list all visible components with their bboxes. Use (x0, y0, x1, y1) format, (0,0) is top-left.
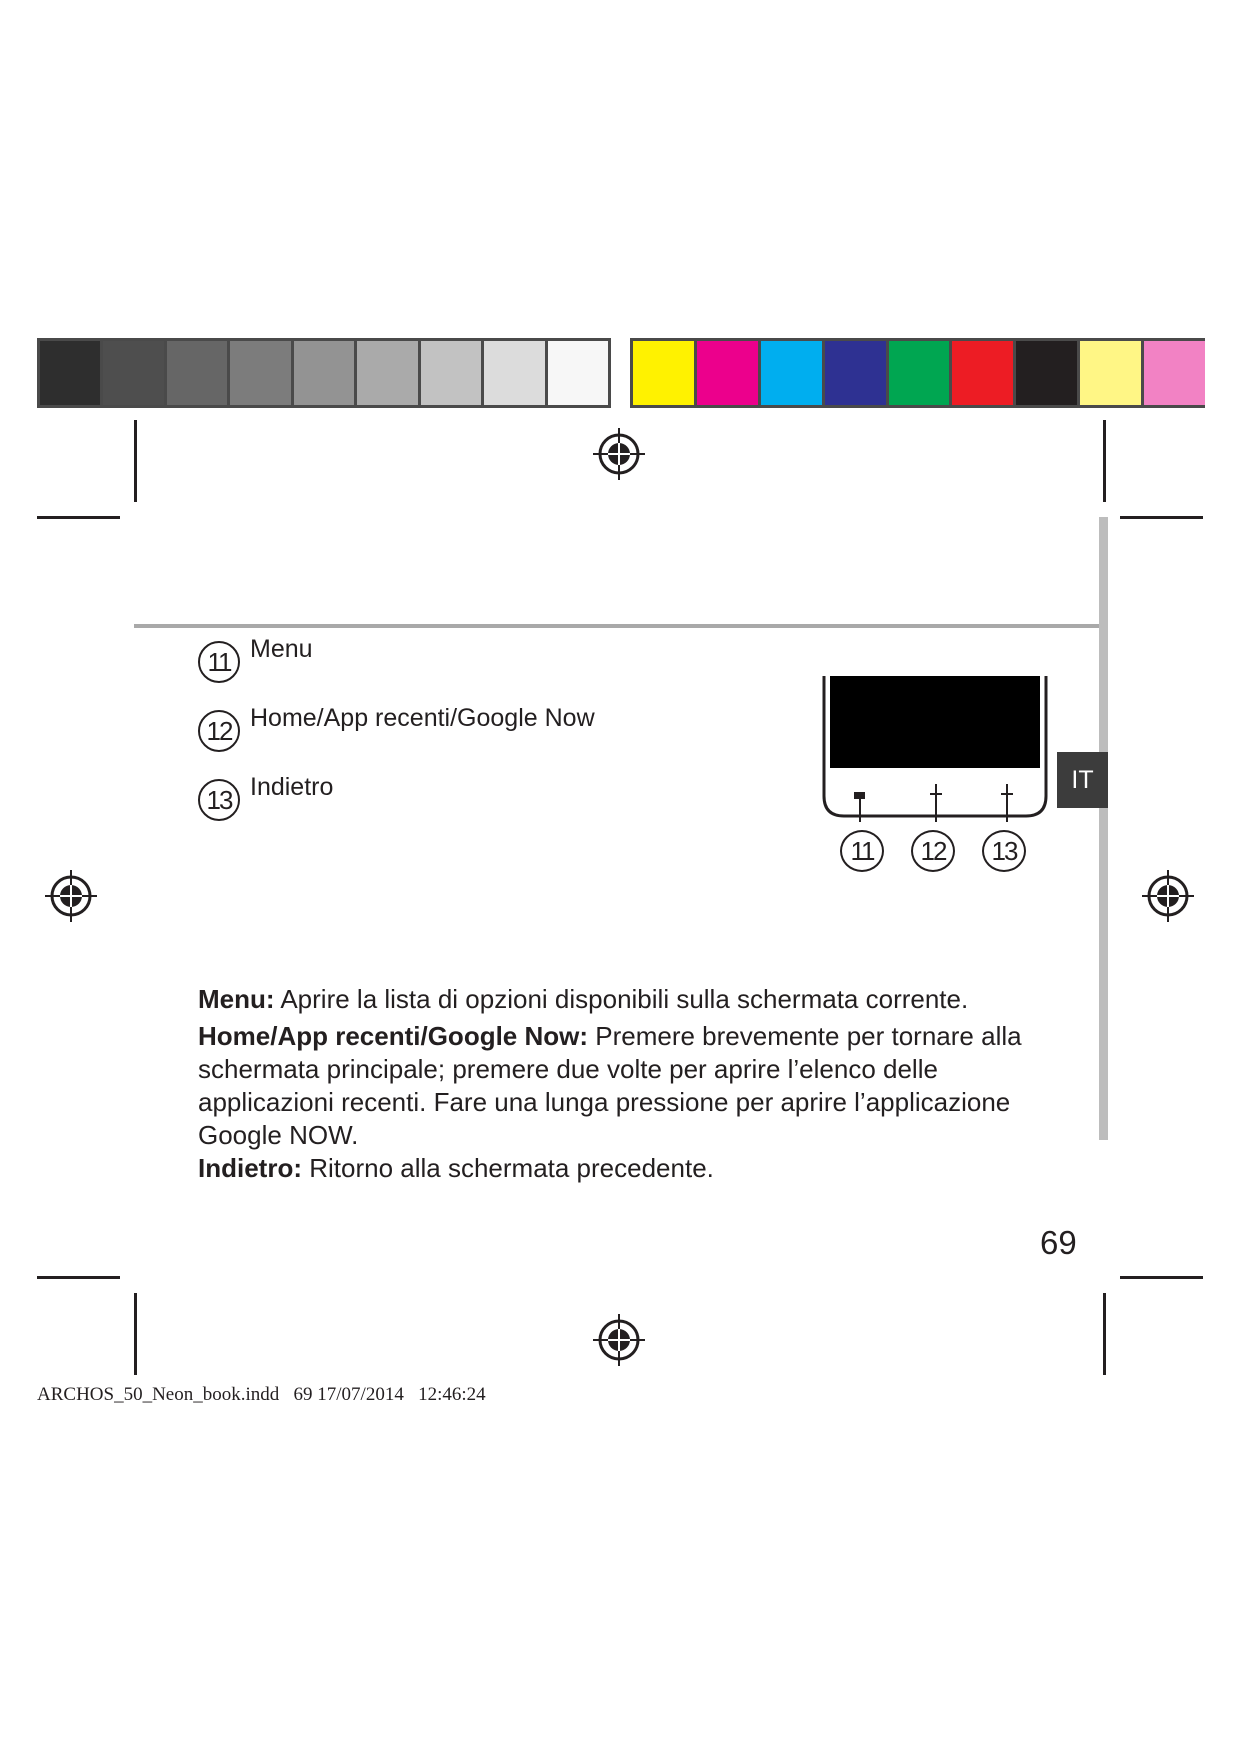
device-callout-13: 13 (982, 830, 1026, 872)
gray-swatch (40, 341, 100, 405)
back-description (198, 1152, 1038, 1185)
section-divider (134, 624, 1100, 628)
menu-term: Menu: (198, 984, 275, 1014)
legend-label: Indietro (250, 773, 334, 801)
back-term: Indietro: (198, 1153, 302, 1183)
gray-swatch (484, 341, 544, 405)
phone-illustration (820, 676, 1050, 822)
side-rule (1099, 517, 1108, 1140)
crop-mark-top-left-h (37, 516, 120, 519)
crop-mark-top-right-h (1120, 516, 1203, 519)
number-badge: 11 (198, 641, 240, 683)
color-swatch (889, 341, 950, 405)
crop-mark-bottom-right-v (1103, 1293, 1106, 1375)
menu-description (198, 983, 1038, 1016)
crop-mark-top-left-v (134, 420, 137, 502)
gray-swatch (230, 341, 290, 405)
color-bar (630, 338, 1205, 408)
crop-mark-bottom-left-h (37, 1276, 120, 1279)
gray-swatch (103, 341, 163, 405)
description-block (198, 983, 1038, 1185)
registration-mark-bottom-icon (591, 1312, 647, 1368)
home-term: Home/App recenti/Google Now: (198, 1021, 589, 1051)
gray-swatch (294, 341, 354, 405)
device-callout-11: 11 (840, 830, 884, 872)
home-desc: Premere brevemente per tornare alla schermata principale; premere due volte per aprire l’elenco delle applicazioni recenti. Fare una lunga pressione per aprire l’applicazione Google NOW. (198, 1021, 1022, 1150)
gray-swatch (167, 341, 227, 405)
color-swatch (952, 341, 1013, 405)
language-tab: IT (1057, 752, 1108, 808)
gray-swatch (357, 341, 417, 405)
gray-swatch (421, 341, 481, 405)
color-swatch (825, 341, 886, 405)
grayscale-bar (37, 338, 611, 408)
registration-mark-left-icon (43, 868, 99, 924)
color-swatch (761, 341, 822, 405)
crop-mark-bottom-left-v (134, 1293, 137, 1375)
color-swatch (633, 341, 694, 405)
legend-label: Home/App recenti/Google Now (250, 704, 595, 732)
device-callout-12: 12 (911, 830, 955, 872)
color-swatch (1016, 341, 1077, 405)
registration-mark-top-icon (591, 426, 647, 482)
crop-mark-top-right-v (1103, 420, 1106, 502)
back-desc: Ritorno alla schermata precedente. (302, 1153, 714, 1183)
color-swatch (1080, 341, 1141, 405)
color-swatch (697, 341, 758, 405)
page-number: 69 (1040, 1224, 1077, 1261)
number-badge: 12 (198, 710, 240, 752)
registration-mark-right-icon (1140, 868, 1196, 924)
color-swatch (1144, 341, 1205, 405)
gray-swatch (548, 341, 608, 405)
legend-label: Menu (250, 635, 313, 663)
home-description (198, 1020, 1038, 1152)
menu-desc: Aprire la lista di opzioni disponibili sulla schermata corrente. (274, 984, 969, 1014)
crop-mark-bottom-right-h (1120, 1276, 1203, 1279)
number-badge: 13 (198, 779, 240, 821)
print-slug: ARCHOS_50_Neon_book.indd 69 17/07/2014 12:46:24 (37, 1384, 486, 1405)
